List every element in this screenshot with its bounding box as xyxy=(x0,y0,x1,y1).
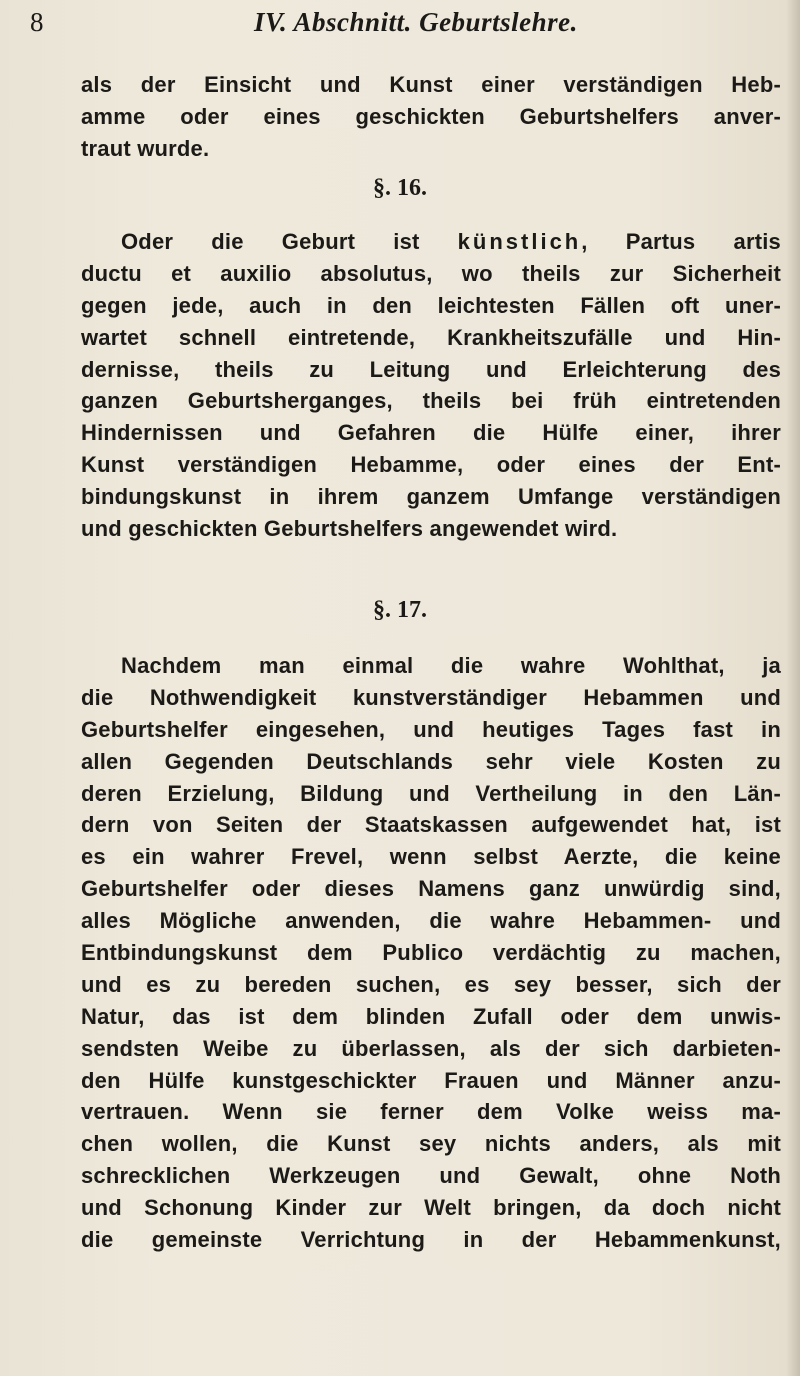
text-line: ganzen Geburtsherganges, theils bei früh eintretenden xyxy=(81,388,781,414)
paragraph-section-16 xyxy=(81,226,781,545)
text-line: amme oder eines geschickten Geburtshelfers anver- xyxy=(81,103,781,129)
text-line: Natur, das ist dem blinden Zufall oder dem unwis- xyxy=(81,1003,781,1029)
text-line: ductu et auxilio absolutus, wo theils zur Sicherheit xyxy=(81,260,781,286)
page-number: 8 xyxy=(30,7,44,37)
text-line: traut wurde. xyxy=(81,135,210,161)
text-line: als der Einsicht und Kunst einer verständigen Heb- xyxy=(81,72,781,97)
text-line: den Hülfe kunstgeschickter Frauen und Männer anzu- xyxy=(81,1067,781,1093)
section-heading-16: §. 16. xyxy=(373,175,427,201)
page-edge-shadow xyxy=(786,0,800,1376)
text-line: schrecklichen Werkzeugen und Gewalt, ohne Noth xyxy=(81,1163,781,1189)
text-line: deren Erzielung, Bildung und Vertheilung in den Län- xyxy=(81,780,781,806)
text-line: dern von Seiten der Staatskassen aufgewendet hat, ist xyxy=(81,812,781,838)
running-header xyxy=(30,2,770,42)
text-line: Hindernissen und Gefahren die Hülfe einer, ihrer xyxy=(81,420,781,446)
text-line: sendsten Weibe zu überlassen, als der sich darbieten- xyxy=(81,1035,781,1061)
text-line: und geschickten Geburtshelfers angewendet wird. xyxy=(81,516,618,542)
text-line: und Schonung Kinder zur Welt bringen, da doch nicht xyxy=(81,1195,781,1221)
text-line: allen Gegenden Deutschlands sehr viele Kosten zu xyxy=(81,748,781,774)
paragraph-continuation xyxy=(81,69,781,165)
text-run: , Partus artis xyxy=(581,229,781,254)
running-title: IV. Abschnitt. Geburtslehre. xyxy=(254,7,578,37)
text-line: Kunst verständigen Hebamme, oder eines der Ent- xyxy=(81,452,781,478)
text-line: Geburtshelfer eingesehen, und heutiges Tages fast in xyxy=(81,716,781,742)
text-line: vertrauen. Wenn sie ferner dem Volke weiss ma- xyxy=(81,1099,781,1125)
text-line: chen wollen, die Kunst sey nichts anders, als mit xyxy=(81,1131,781,1157)
text-line: Entbindungskunst dem Publico verdächtig zu machen, xyxy=(81,940,781,966)
text-line: Nachdem man einmal die wahre Wohlthat, ja xyxy=(121,653,781,678)
text-line: wartet schnell eintretende, Krankheitszufälle und Hin- xyxy=(81,324,781,350)
text-line xyxy=(81,226,781,258)
text-line: Geburtshelfer oder dieses Namens ganz unwürdig sind, xyxy=(81,876,781,902)
text-line: bindungskunst in ihrem ganzem Umfange verständigen xyxy=(81,484,781,510)
paragraph-section-17 xyxy=(81,650,781,1256)
text-line: die gemeinste Verrichtung in der Hebammenkunst, xyxy=(81,1227,781,1253)
text-run: Oder die Geburt ist xyxy=(121,229,458,254)
text-line: und es zu bereden suchen, es sey besser, sich der xyxy=(81,971,781,997)
text-line: dernisse, theils zu Leitung und Erleichterung des xyxy=(81,356,781,382)
text-line: es ein wahrer Frevel, wenn selbst Aerzte, die keine xyxy=(81,844,781,870)
text-line: die Nothwendigkeit kunstverständiger Hebammen und xyxy=(81,684,781,710)
emphasis-kuenstlich: künstlich xyxy=(457,229,582,254)
section-heading-17: §. 17. xyxy=(373,597,427,623)
text-line: alles Mögliche anwenden, die wahre Hebammen- und xyxy=(81,908,781,934)
text-line: gegen jede, auch in den leichtesten Fällen oft uner- xyxy=(81,292,781,318)
